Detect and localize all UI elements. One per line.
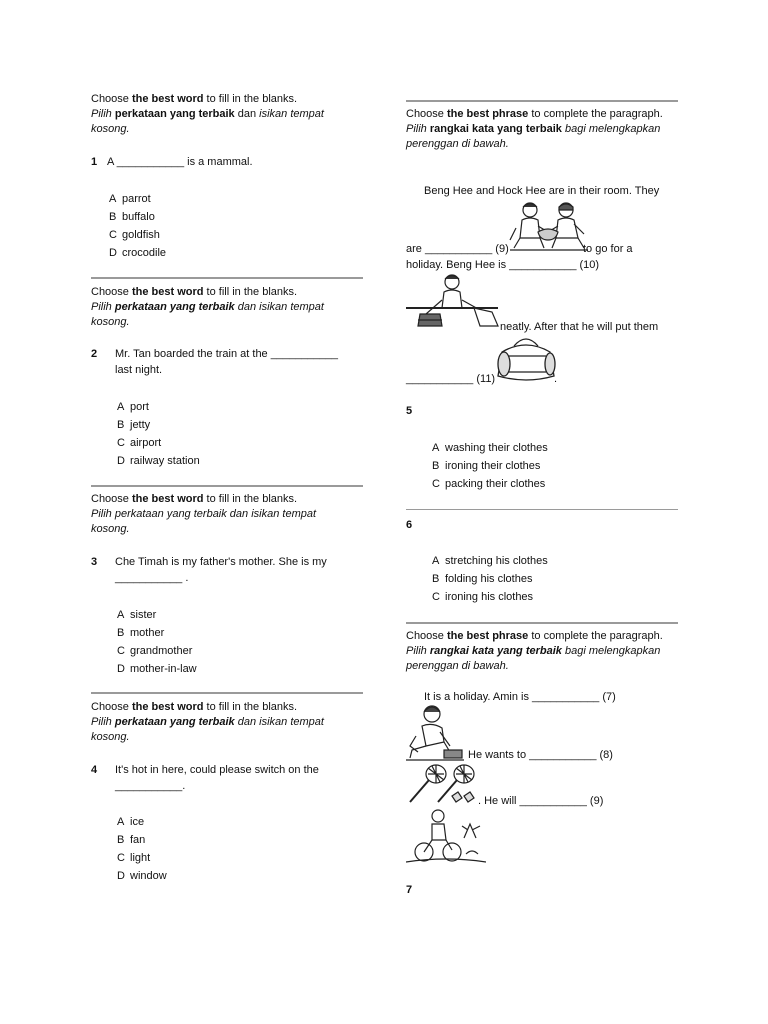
instruction-ms: Pilih rangkai kata yang terbaik bagi melengkapkan bbox=[406, 645, 661, 657]
travel-bag-illustration bbox=[494, 334, 558, 384]
passage-line: are ___________ (9) bbox=[406, 243, 509, 255]
option-c[interactable]: C airport bbox=[117, 437, 162, 449]
instruction-block bbox=[91, 92, 324, 137]
option-d[interactable]: D railway station bbox=[117, 455, 200, 467]
option-b[interactable]: B jetty bbox=[117, 419, 151, 431]
passage-line: holiday. Beng Hee is ___________ (10) bbox=[406, 259, 600, 271]
option-d[interactable]: D mother-in-law bbox=[117, 663, 197, 675]
instruction-ms-cont: kosong. bbox=[91, 316, 130, 328]
instruction-block bbox=[406, 107, 663, 152]
option-b[interactable]: B fan bbox=[117, 834, 146, 846]
instruction-ms: Pilih perkataan yang terbaik dan isikan tempat bbox=[91, 301, 324, 313]
option-d[interactable]: D crocodile bbox=[109, 247, 167, 259]
two-boys-packing-illustration bbox=[508, 198, 590, 252]
option-b[interactable]: B mother bbox=[117, 627, 165, 639]
question-number: 1 bbox=[91, 156, 98, 168]
question-text: It's hot in here, could please switch on the bbox=[115, 764, 319, 776]
passage-line: ___________ (11) bbox=[406, 373, 496, 385]
question-number: 6 bbox=[406, 519, 413, 531]
instruction-ms-cont: kosong. bbox=[91, 523, 130, 535]
option-b[interactable]: B ironing their clothes bbox=[432, 460, 541, 472]
passage-line: . bbox=[554, 373, 558, 385]
instruction-block bbox=[91, 285, 324, 330]
section-divider bbox=[406, 509, 678, 510]
instruction-block bbox=[91, 700, 324, 745]
option-a[interactable]: A ice bbox=[117, 816, 145, 828]
option-b[interactable]: B buffalo bbox=[109, 211, 155, 223]
instruction-ms: Pilih perkataan yang terbaik dan isikan tempat bbox=[91, 716, 324, 728]
option-a[interactable]: A sister bbox=[117, 609, 157, 621]
instruction-block bbox=[406, 629, 663, 674]
option-d[interactable]: D window bbox=[117, 870, 167, 882]
option-c[interactable]: C grandmother bbox=[117, 645, 193, 657]
passage-line: . He will ___________ (9) bbox=[478, 795, 604, 807]
instruction-en: Choose the best word to fill in the blanks. bbox=[91, 701, 298, 713]
instruction-en: Choose the best word to fill in the blanks. bbox=[91, 286, 298, 298]
section-divider bbox=[406, 100, 678, 102]
question-text-cont: last night. bbox=[115, 364, 163, 376]
question-text: Che Timah is my father's mother. She is my bbox=[115, 556, 327, 568]
section-divider bbox=[91, 485, 363, 487]
option-a[interactable]: A port bbox=[117, 401, 149, 413]
option-c[interactable]: C goldfish bbox=[109, 229, 160, 241]
instruction-ms-cont: perenggan di bawah. bbox=[406, 138, 509, 150]
passage-line: neatly. After that he will put them bbox=[500, 321, 659, 333]
question-text-cont: ___________ . bbox=[115, 572, 189, 584]
question-number: 7 bbox=[406, 884, 413, 896]
section-divider bbox=[406, 622, 678, 624]
instruction-ms: Pilih perkataan yang terbaik dan isikan tempat bbox=[91, 108, 324, 120]
question-number: 2 bbox=[91, 348, 98, 360]
boy-tying-shoes-illustration bbox=[406, 702, 464, 762]
passage-line: Beng Hee and Hock Hee are in their room. They bbox=[424, 185, 660, 197]
section-divider bbox=[91, 277, 363, 279]
instruction-ms-cont: perenggan di bawah. bbox=[406, 660, 509, 672]
question-text: A ___________ is a mammal. bbox=[107, 156, 253, 168]
boy-folding-clothes-illustration bbox=[406, 270, 500, 332]
instruction-en: Choose the best word to fill in the blanks. bbox=[91, 93, 298, 105]
option-a[interactable]: A washing their clothes bbox=[432, 442, 548, 454]
question-text: Mr. Tan boarded the train at the ___________ bbox=[115, 348, 339, 360]
passage-line: to go for a bbox=[583, 243, 633, 255]
instruction-ms: Pilih rangkai kata yang terbaik bagi melengkapkan bbox=[406, 123, 661, 135]
instruction-ms-cont: kosong. bbox=[91, 123, 130, 135]
option-c[interactable]: C light bbox=[117, 852, 151, 864]
instruction-en: Choose the best phrase to complete the paragraph. bbox=[406, 630, 663, 642]
question-text-cont: ___________. bbox=[115, 780, 186, 792]
question-number: 5 bbox=[406, 405, 413, 417]
instruction-ms: Pilih perkataan yang terbaik dan isikan tempat bbox=[91, 508, 317, 520]
option-a[interactable]: A stretching his clothes bbox=[432, 555, 548, 567]
option-c[interactable]: C packing their clothes bbox=[432, 478, 546, 490]
passage-line: He wants to ___________ (8) bbox=[468, 749, 613, 761]
badminton-rackets-illustration bbox=[406, 762, 480, 806]
instruction-block bbox=[91, 492, 316, 537]
option-a[interactable]: A parrot bbox=[109, 193, 151, 205]
passage-line: It is a holiday. Amin is ___________ (7) bbox=[424, 691, 616, 703]
boy-cycling-illustration bbox=[406, 808, 486, 864]
instruction-en: Choose the best phrase to complete the paragraph. bbox=[406, 108, 663, 120]
option-c[interactable]: C ironing his clothes bbox=[432, 591, 534, 603]
instruction-ms-cont: kosong. bbox=[91, 731, 130, 743]
question-number: 3 bbox=[91, 556, 98, 568]
question-number: 4 bbox=[91, 764, 98, 776]
section-divider bbox=[91, 692, 363, 694]
option-b[interactable]: B folding his clothes bbox=[432, 573, 533, 585]
instruction-en: Choose the best word to fill in the blanks. bbox=[91, 493, 298, 505]
